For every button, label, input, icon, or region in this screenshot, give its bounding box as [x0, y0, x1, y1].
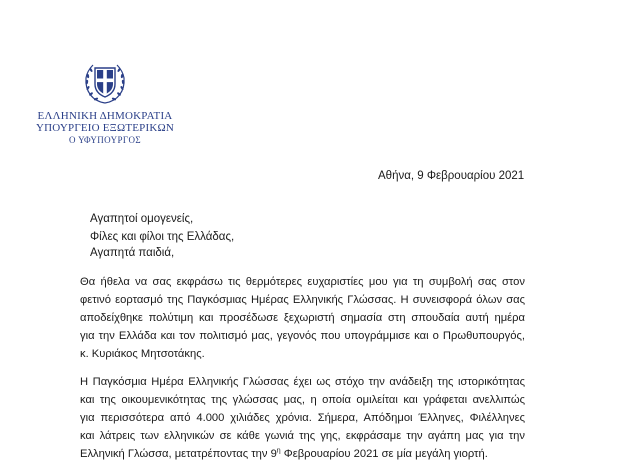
paragraph-line: για περισσότερα από 4.000 χιλιάδες χρόνια. Σήμερα, Απόδημοι Έλληνες, Φιλέλληνες: [80, 412, 525, 424]
letter-date: Αθήνα, 9 Φεβρουαρίου 2021: [378, 170, 525, 182]
paragraph-line: για την Ελλάδα και τον πολιτισμό μας, γεγονός που υπογράμμισε και ο Πρωθυπουργός,: [80, 330, 525, 342]
paragraph-line: φετινό εορτασμό της Παγκόσμιας Ημέρας Ελληνικής Γλώσσας. Η συνεισφορά όλων σας: [80, 294, 525, 306]
paragraph-line: Η Παγκόσμια Ημέρα Ελληνικής Γλώσσας έχει ως στόχο την ανάδειξη της ιστορικότητας: [80, 376, 525, 388]
letterhead-ministry-name: ΥΠΟΥΡΓΕΙΟ ΕΞΩΤΕΡΙΚΩΝ: [35, 122, 175, 134]
greeting-line: Φίλες και φίλοι της Ελλάδας,: [90, 231, 235, 243]
letterhead: [30, 60, 180, 146]
greeting-line: Αγαπητά παιδιά,: [90, 247, 175, 259]
paragraph-line: και λάτρεις των ελληνικών σε κάθε γωνιά της γης, εκφράσαμε την αγάπη μας για την: [80, 430, 525, 442]
final-line-start: Ελληνική Γλώσσα, μετατρέποντας την 9: [80, 448, 277, 460]
greeting-line: Αγαπητοί ομογενείς,: [90, 213, 194, 225]
paragraph-line-final: [80, 445, 525, 463]
paragraph-thanks: [80, 273, 525, 363]
greek-coat-of-arms-icon: [82, 60, 128, 106]
paragraph-line: Θα ήθελα να σας εκφράσω τις θερμότερες ευχαριστίες μου για τη συμβολή σας στον: [80, 276, 525, 288]
paragraph-line: και της οικουμενικότητας της γλώσσας μας, η οποία ομιλείται και γράφεται ανελλιπώς: [80, 394, 525, 406]
paragraph-greek-language-day: [80, 373, 525, 463]
final-line-end: Φεβρουαρίου 2021 σε μία μεγάλη γιορτή.: [280, 448, 488, 460]
ordinal-superscript: η: [276, 447, 281, 455]
paragraph-line: κ. Κυριάκος Μητσοτάκης.: [80, 348, 205, 360]
letterhead-state-name: ΕΛΛΗΝΙΚΗ ΔΗΜΟΚΡΑΤΙΑ: [37, 110, 173, 122]
letterhead-office-title: Ο ΥΦΥΠΟΥΡΓΟΣ: [68, 135, 142, 145]
paragraph-line: αποδείχθηκε πολύτιμη και προσέδωσε ξεχωριστή σημασία στη σπουδαία αυτή ημέρα: [80, 312, 525, 324]
